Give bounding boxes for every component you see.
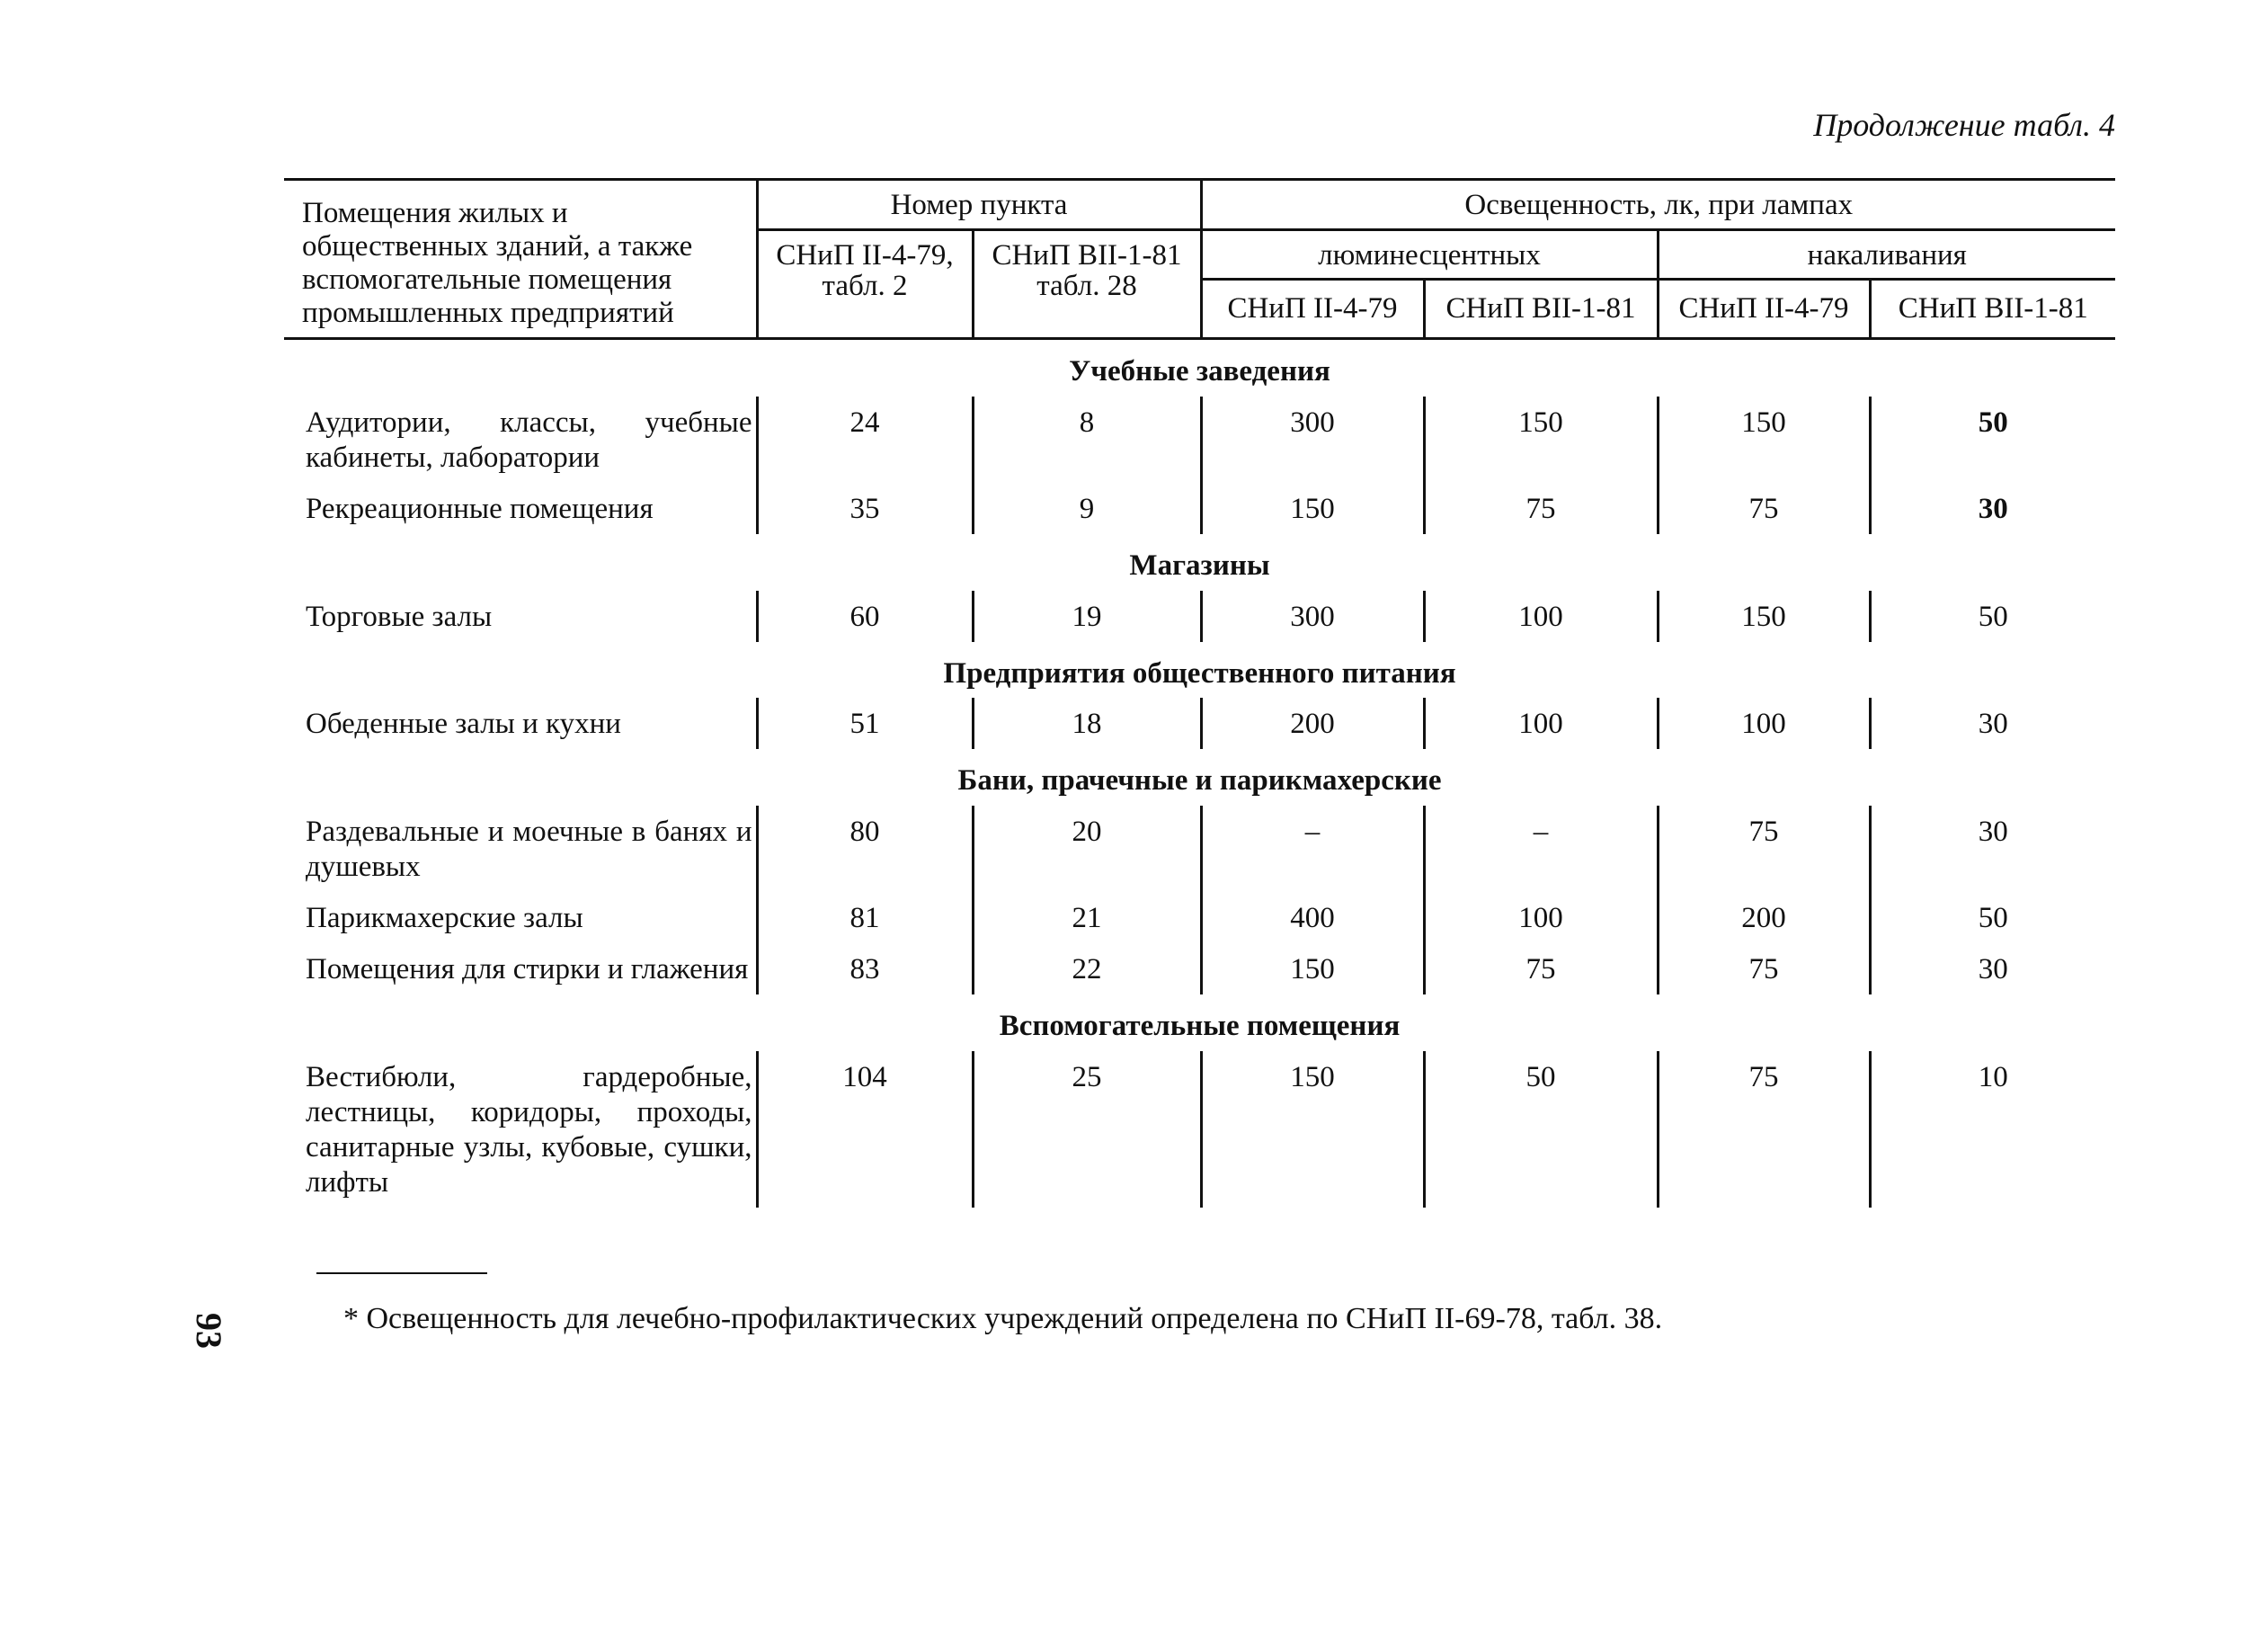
lum-snip-vii-1-81: 100 <box>1424 698 1658 749</box>
lum-snip-ii-4-79: 150 <box>1201 483 1424 534</box>
header-lum-snip-vii-1-81: СНиП ВII-1-81 <box>1424 280 1658 339</box>
lum-snip-vii-1-81: 50 <box>1424 1051 1658 1208</box>
table-row <box>284 483 2115 534</box>
section-title: Вспомогательные помещения <box>999 1010 1401 1043</box>
lum-snip-ii-4-79: – <box>1201 806 1424 892</box>
header-nak-snip-vii-1-81: СНиП ВII-1-81 <box>1870 280 2115 339</box>
punkt-snip-ii-4-79: 24 <box>757 397 973 483</box>
section-title: Бани, прачечные и парикмахерские <box>957 764 1442 798</box>
punkt-snip-ii-4-79: 80 <box>757 806 973 892</box>
nak-snip-ii-4-79: 200 <box>1658 892 1870 943</box>
punkt-snip-vii-1-81: 21 <box>973 892 1201 943</box>
room-name: Помещения для стирки и глажения <box>306 953 749 986</box>
nak-snip-vii-1-81: 30 <box>1870 806 2115 892</box>
nak-snip-ii-4-79: 75 <box>1658 806 1870 892</box>
nak-snip-ii-4-79: 75 <box>1658 1051 1870 1208</box>
header-punkt: Номер пункта <box>757 180 1201 230</box>
table-row <box>284 892 2115 943</box>
nak-snip-ii-4-79: 150 <box>1658 591 1870 642</box>
footnote-rule <box>316 1272 487 1274</box>
lum-snip-ii-4-79: 200 <box>1201 698 1424 749</box>
section-title: Учебные заведения <box>1069 354 1330 388</box>
room-name: Вестибюли, гардеробные, лестницы, коридоры, проходы, санитарные узлы, кубовые, сушки, лифты <box>306 1061 752 1199</box>
room-name: Раздевальные и моечные в банях и душевых <box>306 816 752 884</box>
section-row <box>284 994 2115 1051</box>
lum-snip-ii-4-79: 150 <box>1201 943 1424 994</box>
table-row <box>284 698 2115 749</box>
nak-snip-vii-1-81: 50 <box>1870 397 2115 483</box>
table-caption: Продолжение табл. 4 <box>1813 107 2115 143</box>
nak-snip-ii-4-79: 75 <box>1658 943 1870 994</box>
room-name: Аудитории, классы, учебные кабинеты, лаборатории <box>306 406 752 474</box>
room-name: Рекреационные помещения <box>306 492 654 525</box>
lum-snip-ii-4-79: 300 <box>1201 397 1424 483</box>
lum-snip-vii-1-81: 100 <box>1424 892 1658 943</box>
header-snip-vii-1-81-tabl-28: СНиП ВII-1-81 табл. 28 <box>973 229 1201 338</box>
nak-snip-vii-1-81: 50 <box>1870 591 2115 642</box>
header-incandescent: накаливания <box>1658 229 2115 280</box>
punkt-snip-vii-1-81: 20 <box>973 806 1201 892</box>
section-title: Предприятия общественного питания <box>943 656 1456 690</box>
punkt-snip-ii-4-79: 83 <box>757 943 973 994</box>
lum-snip-ii-4-79: 300 <box>1201 591 1424 642</box>
section-title: Магазины <box>1129 548 1270 582</box>
punkt-snip-vii-1-81: 9 <box>973 483 1201 534</box>
room-name: Обеденные залы и кухни <box>306 708 621 741</box>
nak-snip-vii-1-81: 10 <box>1870 1051 2115 1208</box>
lum-snip-vii-1-81: 100 <box>1424 591 1658 642</box>
section-row <box>284 749 2115 806</box>
lum-snip-vii-1-81: 150 <box>1424 397 1658 483</box>
nak-snip-vii-1-81: 30 <box>1870 943 2115 994</box>
table-row <box>284 591 2115 642</box>
table-row <box>284 1051 2115 1208</box>
table-row <box>284 806 2115 892</box>
footnote: * Освещенность для лечебно-профилактических учреждений определена по СНиП II-69-78, табл. 38. <box>343 1302 1663 1335</box>
section-row <box>284 338 2115 396</box>
section-row <box>284 534 2115 591</box>
punkt-snip-ii-4-79: 51 <box>757 698 973 749</box>
nak-snip-ii-4-79: 150 <box>1658 397 1870 483</box>
illumination-table <box>284 178 2115 1208</box>
nak-snip-ii-4-79: 100 <box>1658 698 1870 749</box>
lum-snip-vii-1-81: 75 <box>1424 483 1658 534</box>
punkt-snip-vii-1-81: 22 <box>973 943 1201 994</box>
header-nak-snip-ii-4-79: СНиП II-4-79 <box>1658 280 1870 339</box>
header-rooms: Помещения жилых и общественных зданий, а также вспомогательные помещения промышленных предприятий <box>284 180 757 339</box>
nak-snip-vii-1-81: 50 <box>1870 892 2115 943</box>
punkt-snip-vii-1-81: 19 <box>973 591 1201 642</box>
section-row <box>284 642 2115 699</box>
punkt-snip-ii-4-79: 104 <box>757 1051 973 1208</box>
punkt-snip-ii-4-79: 60 <box>757 591 973 642</box>
nak-snip-vii-1-81: 30 <box>1870 698 2115 749</box>
table-row <box>284 943 2115 994</box>
table-row <box>284 397 2115 483</box>
lum-snip-vii-1-81: 75 <box>1424 943 1658 994</box>
punkt-snip-vii-1-81: 25 <box>973 1051 1201 1208</box>
punkt-snip-vii-1-81: 18 <box>973 698 1201 749</box>
header-snip-ii-4-79-tabl-2: СНиП II-4-79, табл. 2 <box>757 229 973 338</box>
header-illuminance: Освещенность, лк, при лампах <box>1201 180 2115 230</box>
nak-snip-vii-1-81: 30 <box>1870 483 2115 534</box>
lum-snip-ii-4-79: 400 <box>1201 892 1424 943</box>
room-name: Парикмахерские залы <box>306 902 583 935</box>
punkt-snip-ii-4-79: 35 <box>757 483 973 534</box>
room-name: Торговые залы <box>306 600 493 633</box>
punkt-snip-vii-1-81: 8 <box>973 397 1201 483</box>
header-luminescent: люминесцентных <box>1201 229 1658 280</box>
page-number: 93 <box>189 1313 229 1349</box>
nak-snip-ii-4-79: 75 <box>1658 483 1870 534</box>
lum-snip-vii-1-81: – <box>1424 806 1658 892</box>
lum-snip-ii-4-79: 150 <box>1201 1051 1424 1208</box>
punkt-snip-ii-4-79: 81 <box>757 892 973 943</box>
header-lum-snip-ii-4-79: СНиП II-4-79 <box>1201 280 1424 339</box>
